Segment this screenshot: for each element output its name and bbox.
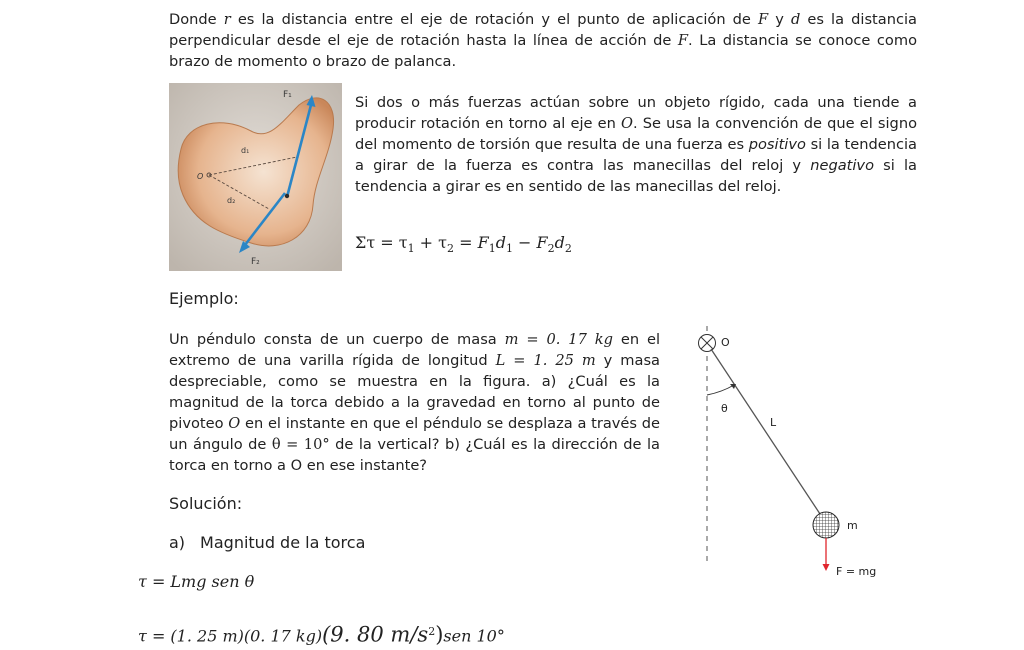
torque-equation-2: τ = (1. 25 m)(0. 17 kg)(9. 80 $m/s^2)sen$ 10° — [138, 622, 505, 647]
angle-value: θ = 10° — [271, 436, 330, 453]
pendulum-label-L: L — [770, 416, 777, 429]
mass-value: m = 0. 17 kg — [504, 331, 613, 348]
length-value: L = 1. 25 m — [495, 352, 596, 369]
solution-item-a — [169, 533, 365, 553]
intro-paragraph: Donde r es la distancia entre el eje de rotación y el punto de aplicación de F y d es la distancia perpendicular desde el eje de rotación hasta la línea de acción de F. La distancia se conoce como brazo de momento o brazo de palanca. — [169, 11, 918, 70]
pendulum-rod — [711, 349, 824, 520]
angle-arc — [707, 385, 734, 395]
pendulum-mass — [813, 512, 839, 538]
label-O: O — [197, 172, 204, 181]
sum-torque-equation: $\Sigma\tau = \tau_1 + \tau_2 = F_1d_1 - F_2d_2$ — [355, 233, 572, 256]
pendulum-label-m: m — [847, 519, 858, 532]
word-positivo: positivo — [748, 136, 806, 153]
torque-rule-paragraph: Si dos o más fuerzas actúan sobre un objeto rígido, cada una tiende a producir rotación en torno al eje en O. Se usa la convención de que el signo del momento de torsión que resulta de una fuerza es positivo si la tendencia a girar de la fuerza es contra las manecillas del reloj y negativo si la tendencia a girar es en sentido de las manecillas del reloj. — [355, 94, 917, 195]
label-F2: F₂ — [251, 257, 260, 267]
label-d1: d₁ — [241, 146, 250, 155]
pendulum-label-theta: θ — [721, 402, 728, 415]
pendulum-label-O: O — [721, 336, 730, 349]
label-d2: d₂ — [227, 196, 236, 205]
var-r: r — [223, 11, 231, 28]
item-a-marker: a) — [169, 533, 186, 552]
word-negativo: negativo — [810, 157, 874, 174]
solution-heading: Solución: — [169, 494, 243, 513]
var-F: F — [758, 11, 769, 28]
example-paragraph: Un péndulo consta de un cuerpo de masa m = 0. 17 kg en el extremo de una varilla rígida de longitud L = 1. 25 m y masa despreciable, como se muestra en la figura. a) ¿Cuál es la magnitud de la torca debido a la gravedad en torno al punto de pivoteo O en el instante en que el péndulo se desplaza a través de un ángulo de θ = 10° de la vertical? b) ¿Cuál es la dirección de la torca en torno a O en ese instante? — [169, 331, 660, 474]
var-d: d — [790, 11, 801, 28]
rigid-body-photo — [169, 83, 342, 271]
label-F1: F₁ — [283, 90, 292, 100]
pendulum-diagram — [690, 322, 890, 584]
item-a-label: Magnitud de la torca — [200, 533, 366, 552]
torque-equation-1: τ = Lmg sen θ — [138, 572, 255, 591]
var-F-2: F — [677, 32, 689, 49]
example-heading: Ejemplo: — [169, 289, 239, 308]
pendulum-label-F: F = mg — [836, 565, 877, 578]
gravity-force-arrowhead — [823, 564, 830, 571]
